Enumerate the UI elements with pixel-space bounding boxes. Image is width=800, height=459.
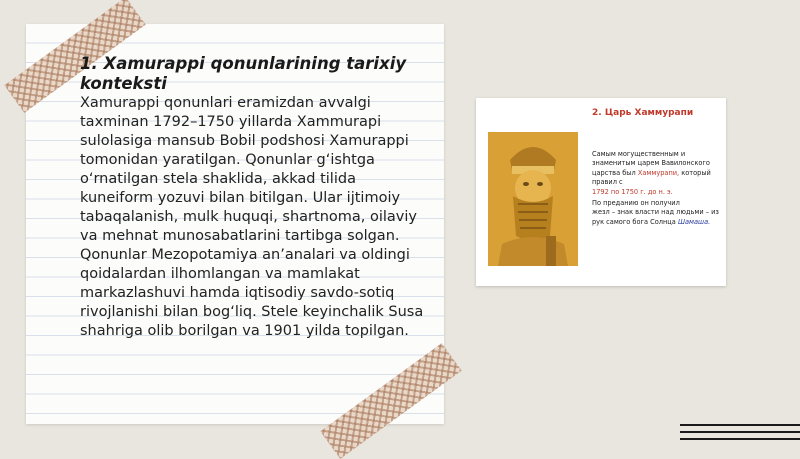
slide-dates: 1792 по 1750 г. до н. э. — [592, 187, 673, 196]
slide-text-line: который правил с — [592, 168, 711, 187]
stripes-decoration-icon — [680, 424, 800, 450]
slide-god-name: Шамаша. — [677, 217, 711, 226]
slide-text-line: По преданию он получил — [592, 199, 680, 208]
hammurabi-statue-icon — [488, 132, 578, 266]
slide-text-line: Самым могущественным и знаменитым царем Вавилонского царства был — [592, 150, 710, 177]
slide-title: 2. Царь Хаммурапи — [592, 108, 694, 118]
slide-text-line: жезл – знак власти над людьми – из рук самого бога Солнца — [592, 208, 719, 226]
slide-name-hammurabi: Хаммурапи, — [637, 168, 680, 177]
slide-thumbnail — [476, 98, 726, 286]
section-title: 1. Xamurappi qonunlarining tarixiy konteksti — [80, 54, 407, 93]
slide-text — [592, 150, 720, 227]
section-body-text: Xamurappi qonunlari eramizdan avvalgi taxminan 1792–1750 yillarda Xammurapi sulolasiga mansub Bobil podshosi Xamurappi tomonidan yaratilgan. Qonunlar g‘ishtga o‘rnatilgan stela shaklida, akkad tilida kuneiform yozuvi bilan bitilgan. Ular ijtimoiy tabaqalanish, mulk huquqi, shartnoma, oilaviy va mehnat munosabatlarini tartibga solgan. Qonunlar Mezopotamiya an’analari va oldingi qoidalardan ilhomlangan va mamlakat markazlashuvi hamda iqtisodiy savdo-sotiq rivojlanishi bilan bog‘liq. Stele keyinchalik Susa shahriga olib borilgan va 1901 yilda topilgan. — [80, 95, 424, 339]
